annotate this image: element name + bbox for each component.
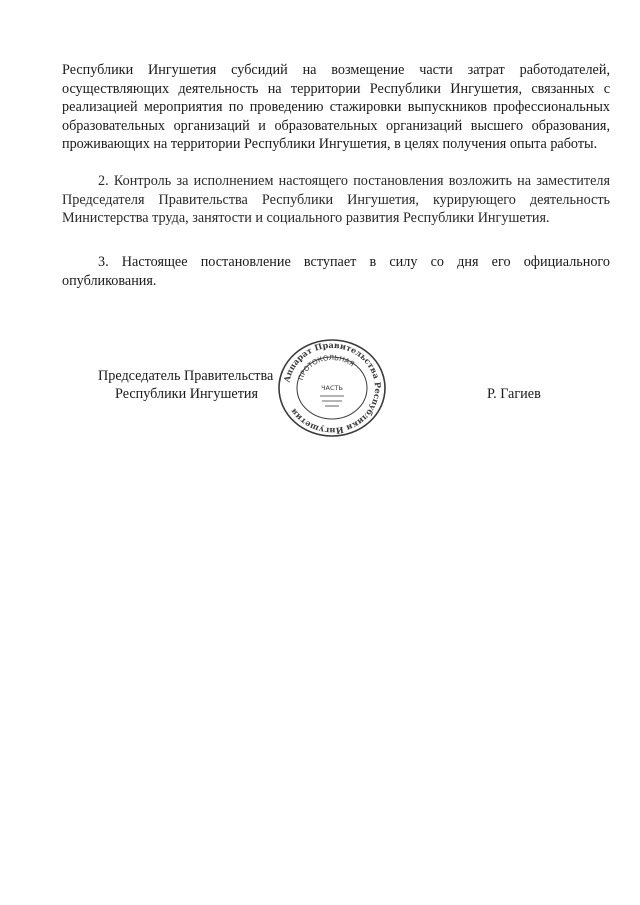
signatory-title-line-1: Председатель Правительства [98,368,274,384]
official-stamp-seal [277,338,387,438]
signatory-title-line-2: Республики Ингушетия [115,386,259,402]
paragraph-3: 3. Настоящее постановление вступает в силу со дня его официального опубликования. [62,254,610,289]
seal-inner-text: ПРОТОКОЛЬНАЯ [296,353,356,382]
paragraph-2: 2. Контроль за исполнением настоящего постановления возложить на заместителя Председателя Правительства Республики Ингушетия, курирующего деятельность Министерства труда, занятости и социального развития Республики Ингушетия. [62,173,610,227]
signatory-name: Р. Гагиев [487,386,541,402]
seal-outer-text: Аппарат Правительства Республики Ингушетия [281,339,384,437]
paragraph-1: Республики Ингушетия субсидий на возмещение части затрат работодателей, осуществляющих деятельность на территории Республики Ингушетия, связанных с реализацией мероприятия по проведению стажировки выпускников профессиональных образовательных организаций и образовательных организаций высшего образования, проживающих на территории Республики Ингушетия, в целях получения опыта работы. [62,62,610,153]
seal-center-text: ЧАСТЬ [321,384,343,392]
